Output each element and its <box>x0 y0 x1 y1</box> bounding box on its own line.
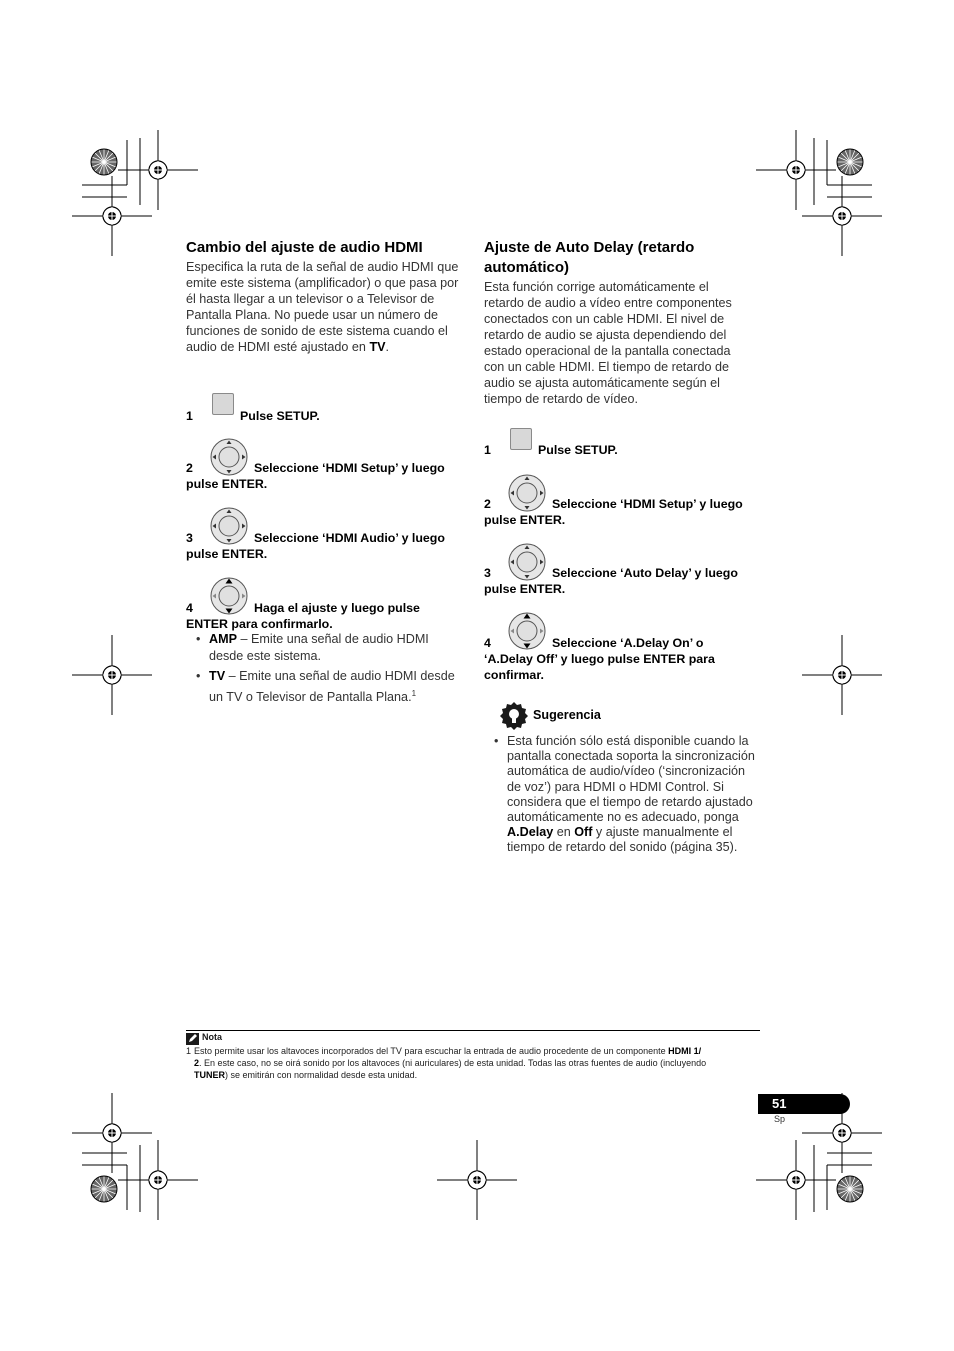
lightbulb-icon <box>500 702 528 730</box>
left-column <box>186 238 461 355</box>
section-heading-auto-delay: Ajuste de Auto Delay (retardo automático) <box>484 239 695 276</box>
right-step-1: 1 Pulse SETUP. <box>484 443 618 457</box>
right-step-4: 4 Seleccione ‘A.Delay On’ o ‘A.Delay Off’ y luego pulse ENTER para confirmar. <box>484 636 715 682</box>
tip-title: Sugerencia <box>533 708 601 722</box>
hdmi-audio-intro: Especifica la ruta de la señal de audio HDMI que emite este sistema (amplificador) o que pasa por él hasta llegar a un televisor o a Televisor de Pantalla Plana. No puede usar un número de funciones de sonido de este sistema cuando el audio de HDMI esté ajustado en TV. <box>186 260 459 354</box>
page-number: 51 <box>772 1096 787 1111</box>
left-step-2: 2 Seleccione ‘HDMI Setup’ y luego pulse ENTER. <box>186 461 445 491</box>
tip-bullet: • Esta función sólo está disponible cuando la pantalla conectada soporta la sincronización automática de audio/vídeo (‘sincronización de voz’) para HDMI o HDMI Control. Si considera que el tiempo de retardo ajustado automáticamente no es adecuado, ponga A.Delay en Off y ajuste manualmente el tiempo de retardo del sonido (página 35). <box>494 734 755 855</box>
right-step-2: 2 Seleccione ‘HDMI Setup’ y luego pulse ENTER. <box>484 497 743 527</box>
note-divider <box>186 1030 760 1031</box>
left-step-1: 1 Pulse SETUP. <box>186 409 320 423</box>
note-pencil-icon <box>186 1033 199 1045</box>
page-number-tab <box>758 1094 850 1114</box>
right-step-3: 3 Seleccione ‘Auto Delay’ y luego pulse ENTER. <box>484 566 738 596</box>
page-language: Sp <box>774 1114 786 1124</box>
section-heading-hdmi-audio: Cambio del ajuste de audio HDMI <box>186 239 423 256</box>
footnote-1: 1 Esto permite usar los altavoces incorporados del TV para escuchar la entrada de audio procedente de un componente HDMI 1/ 2. En este caso, no se oirá sonido por los altavoces (ni auriculares) de esta unidad. Todas las otras fuentes de audio (incluyendo TUNER) se emitirán con normalidad desde esta unidad. <box>186 1046 707 1080</box>
auto-delay-intro: Esta función corrige automáticamente el retardo de audio a vídeo entre componentes conectados con un cable HDMI. El nivel de retardo de audio se ajusta dependiendo del estado operacional de la pantalla conectada con un cable HDMI. El tiempo de retardo de audio se ajusta automáticamente según el tiempo de retardo de vídeo. <box>484 280 732 406</box>
bullet-tv: • TV – Emite una señal de audio HDMI desde un TV o Televisor de Pantalla Plana.$^1$ <box>196 669 455 705</box>
left-step-4: 4 Haga el ajuste y luego pulse ENTER para confirmarlo. <box>186 601 420 631</box>
bullet-amp: • AMP – Emite una señal de audio HDMI desde este sistema. <box>196 632 429 663</box>
right-column <box>484 238 752 407</box>
note-title: Nota <box>202 1032 222 1042</box>
left-step-3: 3 Seleccione ‘HDMI Audio’ y luego pulse ENTER. <box>186 531 445 561</box>
